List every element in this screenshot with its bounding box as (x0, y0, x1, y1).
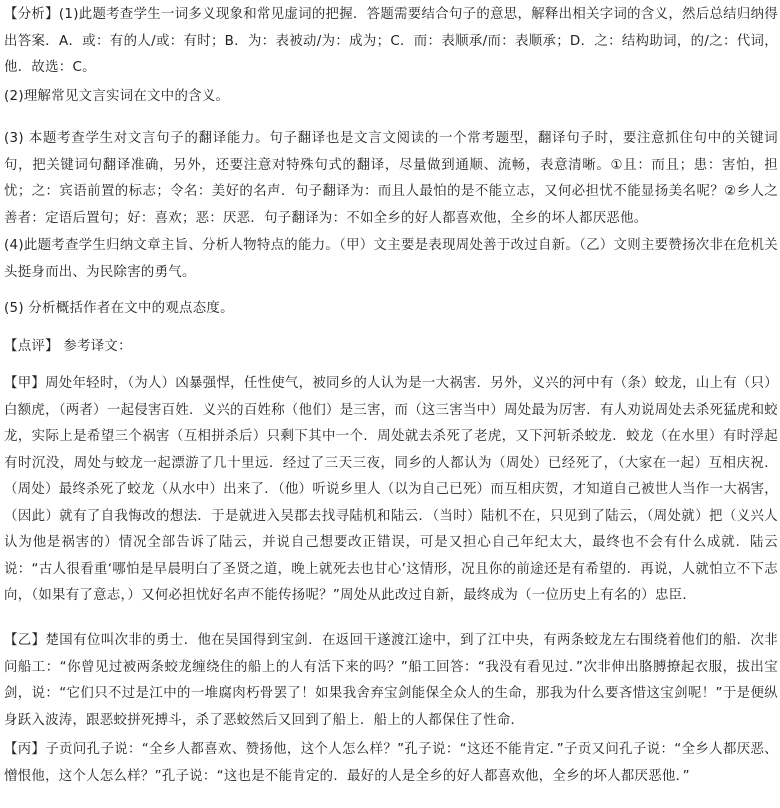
analysis-paragraph-4: (4)此题考查学生归纳文章主旨、分析人物特点的能力。（甲）文主要是表现周处善于改过自新。（乙）文则主要赞扬次非在危机关头挺身而出、为民除害的勇气。 (4, 238, 778, 280)
analysis-paragraph-1: 【分析】(1)此题考查学生一词多义现象和常见虚词的把握．答题需要结合句子的意思，解释出相关字词的含义，然后总结归纳得出答案．A．或：有的人/或：有时；B．为：表被动/为：成为；C．而：表顺承/而：表顺承；D．之：结构助词，的/之：代词，他．故选：C。 (4, 7, 778, 75)
translation-bing: 【丙】子贡问孔子说：“全乡人都喜欢、赞扬他，这个人怎么样？”孔子说：“这还不能肯定．”子贡又问孔子说：“全乡人都厌恶、憎恨他，这个人怎么样？”孔子说：“这也是不能肯定的．最好的人是全乡的好人都喜欢他，全乡的坏人都厌恶他．” (4, 742, 778, 784)
analysis-paragraph-2: (2)理解常见文言实词在文中的含义。 (4, 89, 230, 104)
analysis-paragraph-3: (3) 本题考查学生对文言句子的翻译能力。句子翻译也是文言文阅读的一个常考题型，翻译句子时，要注意抓住句中的关键词句，把关键词句翻译准确，另外，还要注意对特殊句式的翻译，尽量做到通顺、流畅，表意清晰。①且：而且；患：害怕，担忧；之：宾语前置的标志；令名：美好的名声．句子翻译为：而且人最怕的是不能立志，又何必担忧不能显扬美名呢？②乡人之善者：定语后置句；好：喜欢；恶：厌恶．句子翻译为：不如全乡的好人都喜欢他，全乡的坏人都厌恶他。 (4, 131, 778, 226)
translation-yi: 【乙】楚国有位叫次非的勇士．他在吴国得到宝剑．在返回干遂渡江途中，到了江中央，有两条蛟龙左右围绕着他们的船．次非问船工：“你曾见过被两条蛟龙缠绕住的船上的人有活下来的吗？”船工回答：“我没有看见过．”次非伸出胳膊撩起衣服，拔出宝剑，说：“它们只不过是江中的一堆腐肉朽骨罢了！如果我舍弃宝剑能保全众人的生命，那我为什么要吝惜这宝剑呢！”于是便纵身跃入波涛，跟恶蛟拼死搏斗，杀了恶蛟然后又回到了船上．船上的人都保住了性命． (4, 633, 778, 728)
comment-heading: 【点评】 参考译文： (4, 339, 132, 354)
analysis-paragraph-5: (5) 分析概括作者在文中的观点态度。 (4, 301, 234, 316)
translation-jia: 【甲】周处年轻时，（为人）凶暴强悍，任性使气，被同乡的人认为是一大祸害．另外，义兴的河中有（条）蛟龙，山上有（只）白额虎，（两者）一起侵害百姓．义兴的百姓称（他们）是三害，而（这三害当中）周处最为厉害．有人劝说周处去杀死猛虎和蛟龙，实际上是希望三个祸害（互相拼杀后）只剩下其中一个．周处就去杀死了老虎，又下河斩杀蛟龙．蛟龙（在水里）有时浮起有时沉没，周处与蛟龙一起漂游了几十里远．经过了三天三夜，同乡的人都认为（周处）已经死了，（大家在一起）互相庆祝．（周处）最终杀死了蛟龙（从水中）出来了．（他）听说乡里人（以为自己已死）而互相庆贺，才知道自己被世人当作一大祸害，（因此）就有了自我悔改的想法．于是就进入吴郡去找寻陆机和陆云．（当时）陆机不在，只见到了陆云，（周处就）把（义兴人认为他是祸害的）情况全部告诉了陆云，并说自己想要改正错误，可是又担心自己年纪太大，最终也不会有什么成就．陆云说：“古人很看重‘哪怕是早晨明白了圣贤之道，晚上就死去也甘心’这情形，况且你的前途还是有希望的．再说，人就怕立不下志向，（如果有了意志，）又何必担忧好名声不能传扬呢？”周处从此改过自新，最终成为（一位历史上有名的）忠臣． (4, 376, 778, 603)
